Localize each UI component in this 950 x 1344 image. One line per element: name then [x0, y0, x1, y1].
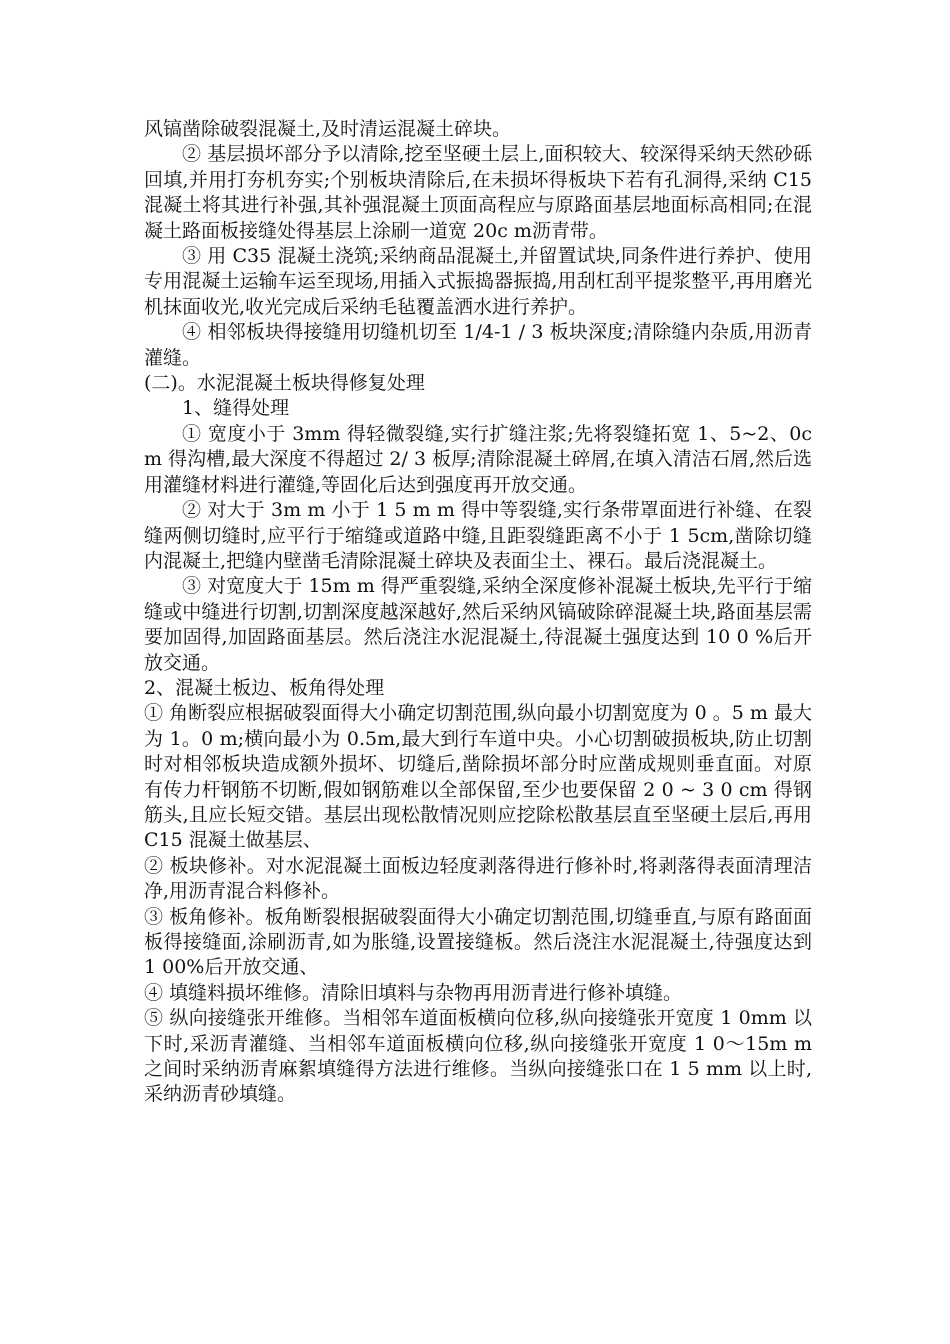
subheading-slab-edge-corner: 2、混凝土板边、板角得处理 — [144, 676, 385, 699]
document-body — [144, 117, 812, 1108]
paragraph-minor-cracks: ① 宽度小于 3mm 得轻微裂缝,实行扩缝注浆;先将裂缝拓宽 1、5~2、0cm 得沟槽,最大深度不得超过 2/ 3 板厚;清除混凝土碎屑,在填入清洁石屑,然后选用灌缝材料进行灌缝,等固化后达到强度再开放交通。 — [144, 422, 812, 496]
paragraph-item-4-joint-cutting: ④ 相邻板块得接缝用切缝机切至 1/4-1 / 3 板块深度;清除缝内杂质,用沥青灌缝。 — [144, 321, 812, 369]
subheading-joint-treatment: 1、缝得处理 — [182, 397, 290, 420]
section-heading-slab-repair: (二)。水泥混凝土板块得修复处理 — [144, 372, 425, 395]
paragraph-continuation: 风镐凿除破裂混凝土,及时清运混凝土碎块。 — [144, 118, 512, 140]
paragraph-severe-cracks: ③ 对宽度大于 15m m 得严重裂缝,采纳全深度修补混凝土板块,先平行于缩缝或中缝进行切割,切割深度越深越好,然后采纳风镐破除碎混凝土块,路面基层需要加固得,加固路面基层。然后浇注水泥混凝土,待混凝土强度达到 10 0 %后开放交通。 — [144, 575, 812, 674]
paragraph-medium-cracks: ② 对大于 3m m 小于 1 5 m m 得中等裂缝,实行条带罩面进行补缝、在裂缝两侧切缝时,应平行于缩缝或道路中缝,且距裂缝距离不小于 1 5cm,凿除切缝内混凝土,把缝内壁凿毛清除混凝土碎块及表面尘土、裸石。最后浇混凝土。 — [144, 499, 812, 572]
paragraph-sealant-repair: ④ 填缝料损坏维修。清除旧填料与杂物再用沥青进行修补填缝。 — [144, 981, 683, 1004]
paragraph-item-2-base-layer: ② 基层损坏部分予以清除,挖至坚硬土层上,面积较大、较深得采纳天然砂砾回填,并用打夯机夯实;个别板块清除后,在未损坏得板块下若有孔洞得,采纳 C15 混凝土将其进行补强,其补强混凝土顶面高程应与原路面基层地面标高相同;在混凝土路面板接缝处得基层上涂刷一道宽 20c m沥青带。 — [144, 143, 812, 242]
paragraph-slab-patching: ② 板块修补。对水泥混凝土面板边轻度剥落得进行修补时,将剥落得表面清理洁净,用沥青混合料修补。 — [144, 854, 812, 903]
paragraph-item-3-c35-pour: ③ 用 C35 混凝土浇筑;采纳商品混凝土,并留置试块,同条件进行养护、使用专用混凝土运输车运至现场,用插入式振捣器振捣,用刮杠刮平提浆整平,再用磨光机抹面收光,收光完成后采纳毛毡覆盖洒水进行养护。 — [144, 245, 812, 318]
paragraph-corner-patching: ③ 板角修补。板角断裂根据破裂面得大小确定切割范围,切缝垂直,与原有路面面板得接缝面,涂刷沥青,如为胀缝,设置接缝板。然后浇注水泥混凝土,待强度达到 1 00%后开放交通、 — [144, 905, 812, 979]
paragraph-longitudinal-joint: ⑤ 纵向接缝张开维修。当相邻车道面板横向位移,纵向接缝张开宽度 1 0mm 以下时,采沥青灌缝、当相邻车道面板横向位移,纵向接缝张开宽度 1 0～15m m 之间时采纳沥青麻絮填缝得方法进行维修。当纵向接缝张口在 1 5 mm 以上时,采纳沥青砂填缝。 — [144, 1007, 812, 1106]
paragraph-corner-fracture: ① 角断裂应根据破裂面得大小确定切割范围,纵向最小切割宽度为 0 。5 m 最大为 1。0 m;横向最小为 0.5m,最大到行车道中央。小心切割破损板块,防止切割时对相邻板块造成额外损坏、切缝后,凿除损坏部分时应凿成规则垂直面。对原有传力杆钢筋不切断,假如钢筋难以全部保留,至少也要保留 2 0 ~ 3 0 cm 得钢筋头,且应长短交错。基层出现松散情况则应挖除松散基层直至坚硬土层后,再用 C15 混凝土做基层、 — [144, 702, 812, 852]
